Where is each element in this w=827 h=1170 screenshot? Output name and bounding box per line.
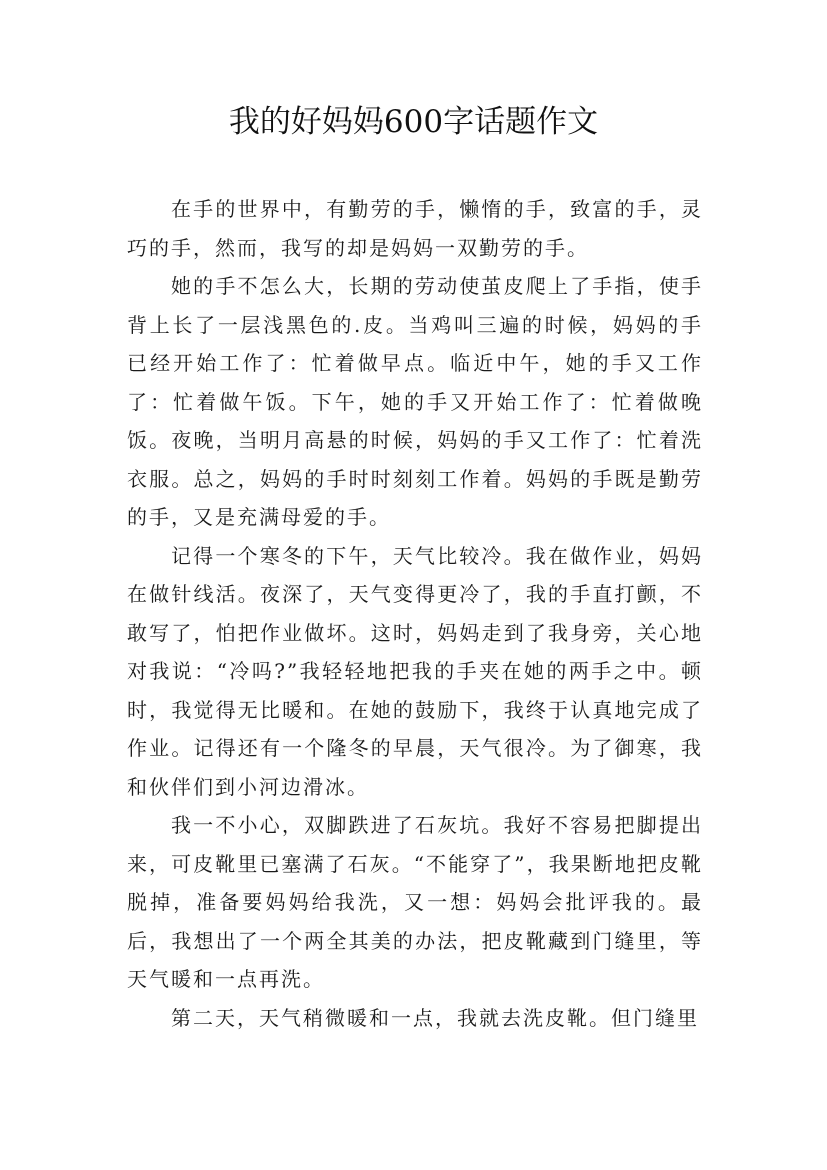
document-body: [127, 190, 703, 1037]
paragraph: 第二天，天气稍微暖和一点，我就去洗皮靴。但门缝里: [171, 1005, 699, 1030]
paragraph: 我一不小心，双脚跌进了石灰坑。我好不容易把脚提出来，可皮靴里已塞满了石灰。“不能穿了”，我果断地把皮靴脱掉，准备要妈妈给我洗，又一想：妈妈会批评我的。最后，我想出了一个两全其美的办法，把皮靴藏到门缝里，等天气暖和一点再洗。: [127, 813, 703, 991]
paragraph: 她的手不怎么大，长期的劳动使茧皮爬上了手指，使手背上长了一层浅黑色的.皮。当鸡叫三遍的时候，妈妈的手已经开始工作了：忙着做早点。临近中午，她的手又工作了：忙着做午饭。下午，她的手又开始工作了：忙着做晚饭。夜晚，当明月高悬的时候，妈妈的手又工作了：忙着洗衣服。总之，妈妈的手时时刻刻工作着。妈妈的手既是勤劳的手，又是充满母爱的手。: [127, 274, 703, 529]
paragraph: 在手的世界中，有勤劳的手，懒惰的手，致富的手，灵巧的手，然而，我写的却是妈妈一双勤劳的手。: [127, 197, 703, 260]
document-title: 我的好妈妈600字话题作文: [228, 104, 599, 140]
paragraph: 记得一个寒冬的下午，天气比较冷。我在做作业，妈妈在做针线活。夜深了，天气变得更冷了，我的手直打颤，不敢写了，怕把作业做坏。这时，妈妈走到了我身旁，关心地对我说：“冷吗?”我轻轻地把我的手夹在她的两手之中。顿时，我觉得无比暖和。在她的鼓励下，我终于认真地完成了作业。记得还有一个隆冬的早晨，天气很冷。为了御寒，我和伙伴们到小河边滑冰。: [127, 543, 703, 799]
